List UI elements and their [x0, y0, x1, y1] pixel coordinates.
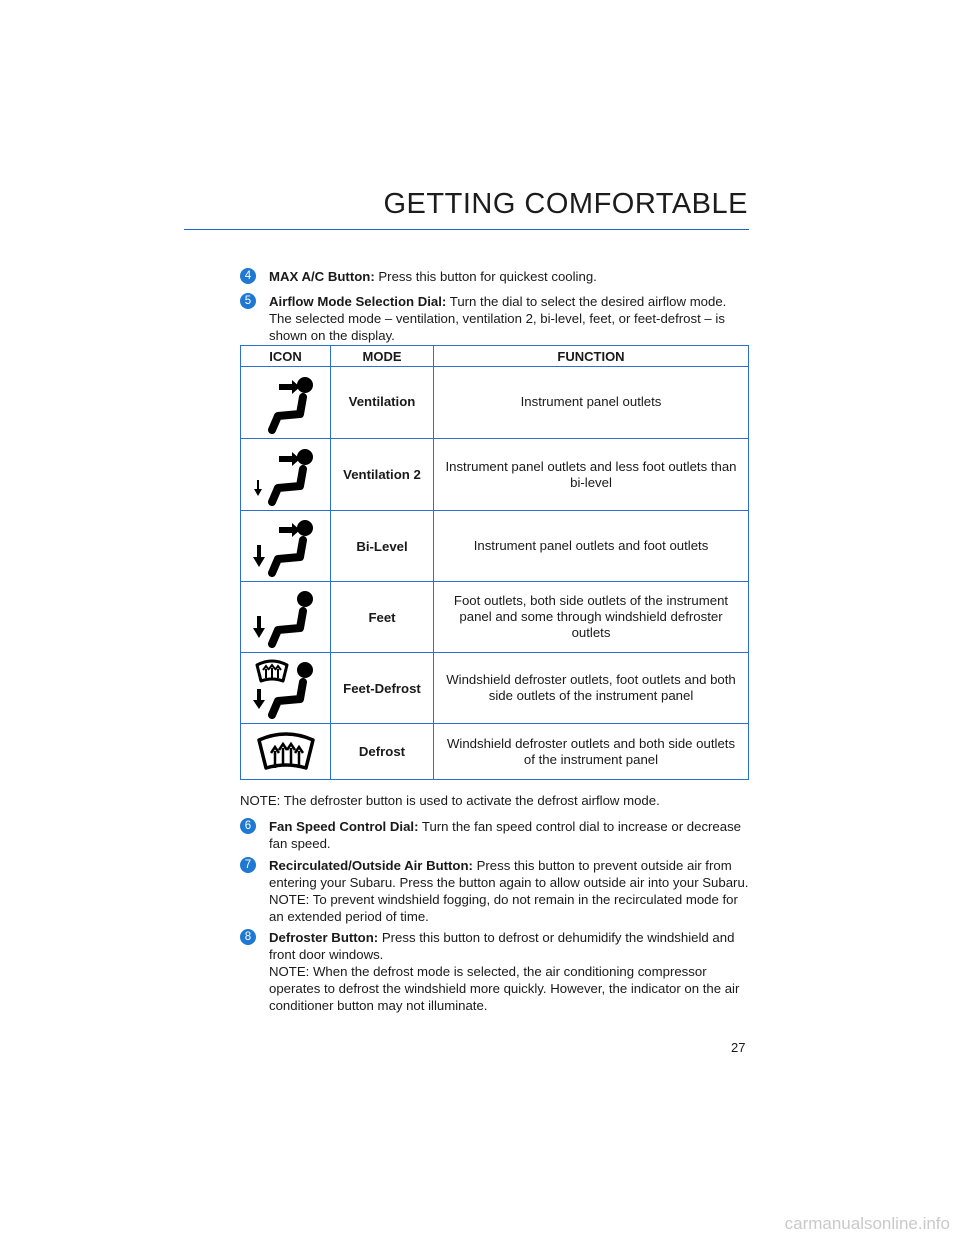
table-row: [241, 653, 749, 724]
table-row: [241, 367, 749, 439]
item-text: Turn the fan speed control dial to increase or decrease fan speed.: [269, 819, 742, 851]
table-row: [241, 439, 749, 511]
item-label: Defroster Button:: [269, 930, 379, 945]
item-airflow-dial: [240, 293, 750, 344]
item-text: Press this button to prevent outside air from entering your Subaru. Press the button again to allow outside air into your Subaru.: [269, 858, 749, 890]
table-header-function: FUNCTION: [434, 346, 749, 367]
mode-function: Instrument panel outlets: [434, 367, 749, 439]
item-number-badge: 7: [240, 857, 256, 873]
section-title: GETTING COMFORTABLE: [383, 188, 748, 220]
item-defroster: [240, 929, 750, 1014]
item-recirculated-air: [240, 857, 750, 925]
mode-function: Instrument panel outlets and less foot outlets than bi-level: [434, 439, 749, 511]
feet-icon: [253, 586, 319, 648]
item-note: NOTE: To prevent windshield fogging, do not remain in the recirculated mode for an extended period of time.: [269, 892, 738, 924]
mode-name: Feet-Defrost: [331, 653, 434, 724]
watermark: carmanualsonline.info: [784, 1214, 950, 1233]
item-number-badge: 5: [240, 293, 256, 309]
item-label: MAX A/C Button:: [269, 269, 375, 284]
mode-name: Feet: [331, 582, 434, 653]
defrost-note: NOTE: The defroster button is used to activate the defrost airflow mode.: [240, 793, 660, 808]
item-label: Airflow Mode Selection Dial:: [269, 294, 447, 309]
mode-name: Ventilation 2: [331, 439, 434, 511]
table-row: [241, 511, 749, 582]
defrost-icon: [253, 728, 319, 776]
item-text: Press this button to defrost or dehumidify the windshield and front door windows.: [269, 930, 735, 962]
item-fan-speed: [240, 818, 750, 852]
mode-function: Instrument panel outlets and foot outlets: [434, 511, 749, 582]
table-row: [241, 724, 749, 780]
item-number-badge: 4: [240, 268, 256, 284]
item-text: Press this button for quickest cooling.: [374, 269, 597, 284]
mode-name: Bi-Level: [331, 511, 434, 582]
ventilation-icon: [253, 372, 319, 434]
title-rule: [184, 229, 749, 230]
item-text: Turn the dial to select the desired airflow mode. The selected mode – ventilation, ventilation 2, bi-level, feet, or feet-defrost – is shown on the display.: [269, 294, 727, 343]
bi-level-icon: [253, 515, 319, 577]
table-row: [241, 582, 749, 653]
item-max-ac: [240, 268, 750, 285]
mode-name: Defrost: [331, 724, 434, 780]
table-header-icon: ICON: [241, 346, 331, 367]
mode-function: Windshield defroster outlets and both side outlets of the instrument panel: [434, 724, 749, 780]
item-label: Recirculated/Outside Air Button:: [269, 858, 473, 873]
ventilation-2-icon: [253, 444, 319, 506]
item-label: Fan Speed Control Dial:: [269, 819, 419, 834]
mode-function: Foot outlets, both side outlets of the instrument panel and some through windshield defroster outlets: [434, 582, 749, 653]
feet-defrost-icon: [253, 657, 319, 719]
table-header-mode: MODE: [331, 346, 434, 367]
airflow-mode-table: [240, 345, 749, 780]
item-number-badge: 8: [240, 929, 256, 945]
item-note: NOTE: When the defrost mode is selected, the air conditioning compressor operates to defrost the windshield more quickly. However, the indicator on the air conditioner button may not illuminate.: [269, 964, 740, 1013]
mode-name: Ventilation: [331, 367, 434, 439]
mode-function: Windshield defroster outlets, foot outlets and both side outlets of the instrument panel: [434, 653, 749, 724]
item-number-badge: 6: [240, 818, 256, 834]
page-number: 27: [731, 1040, 746, 1055]
